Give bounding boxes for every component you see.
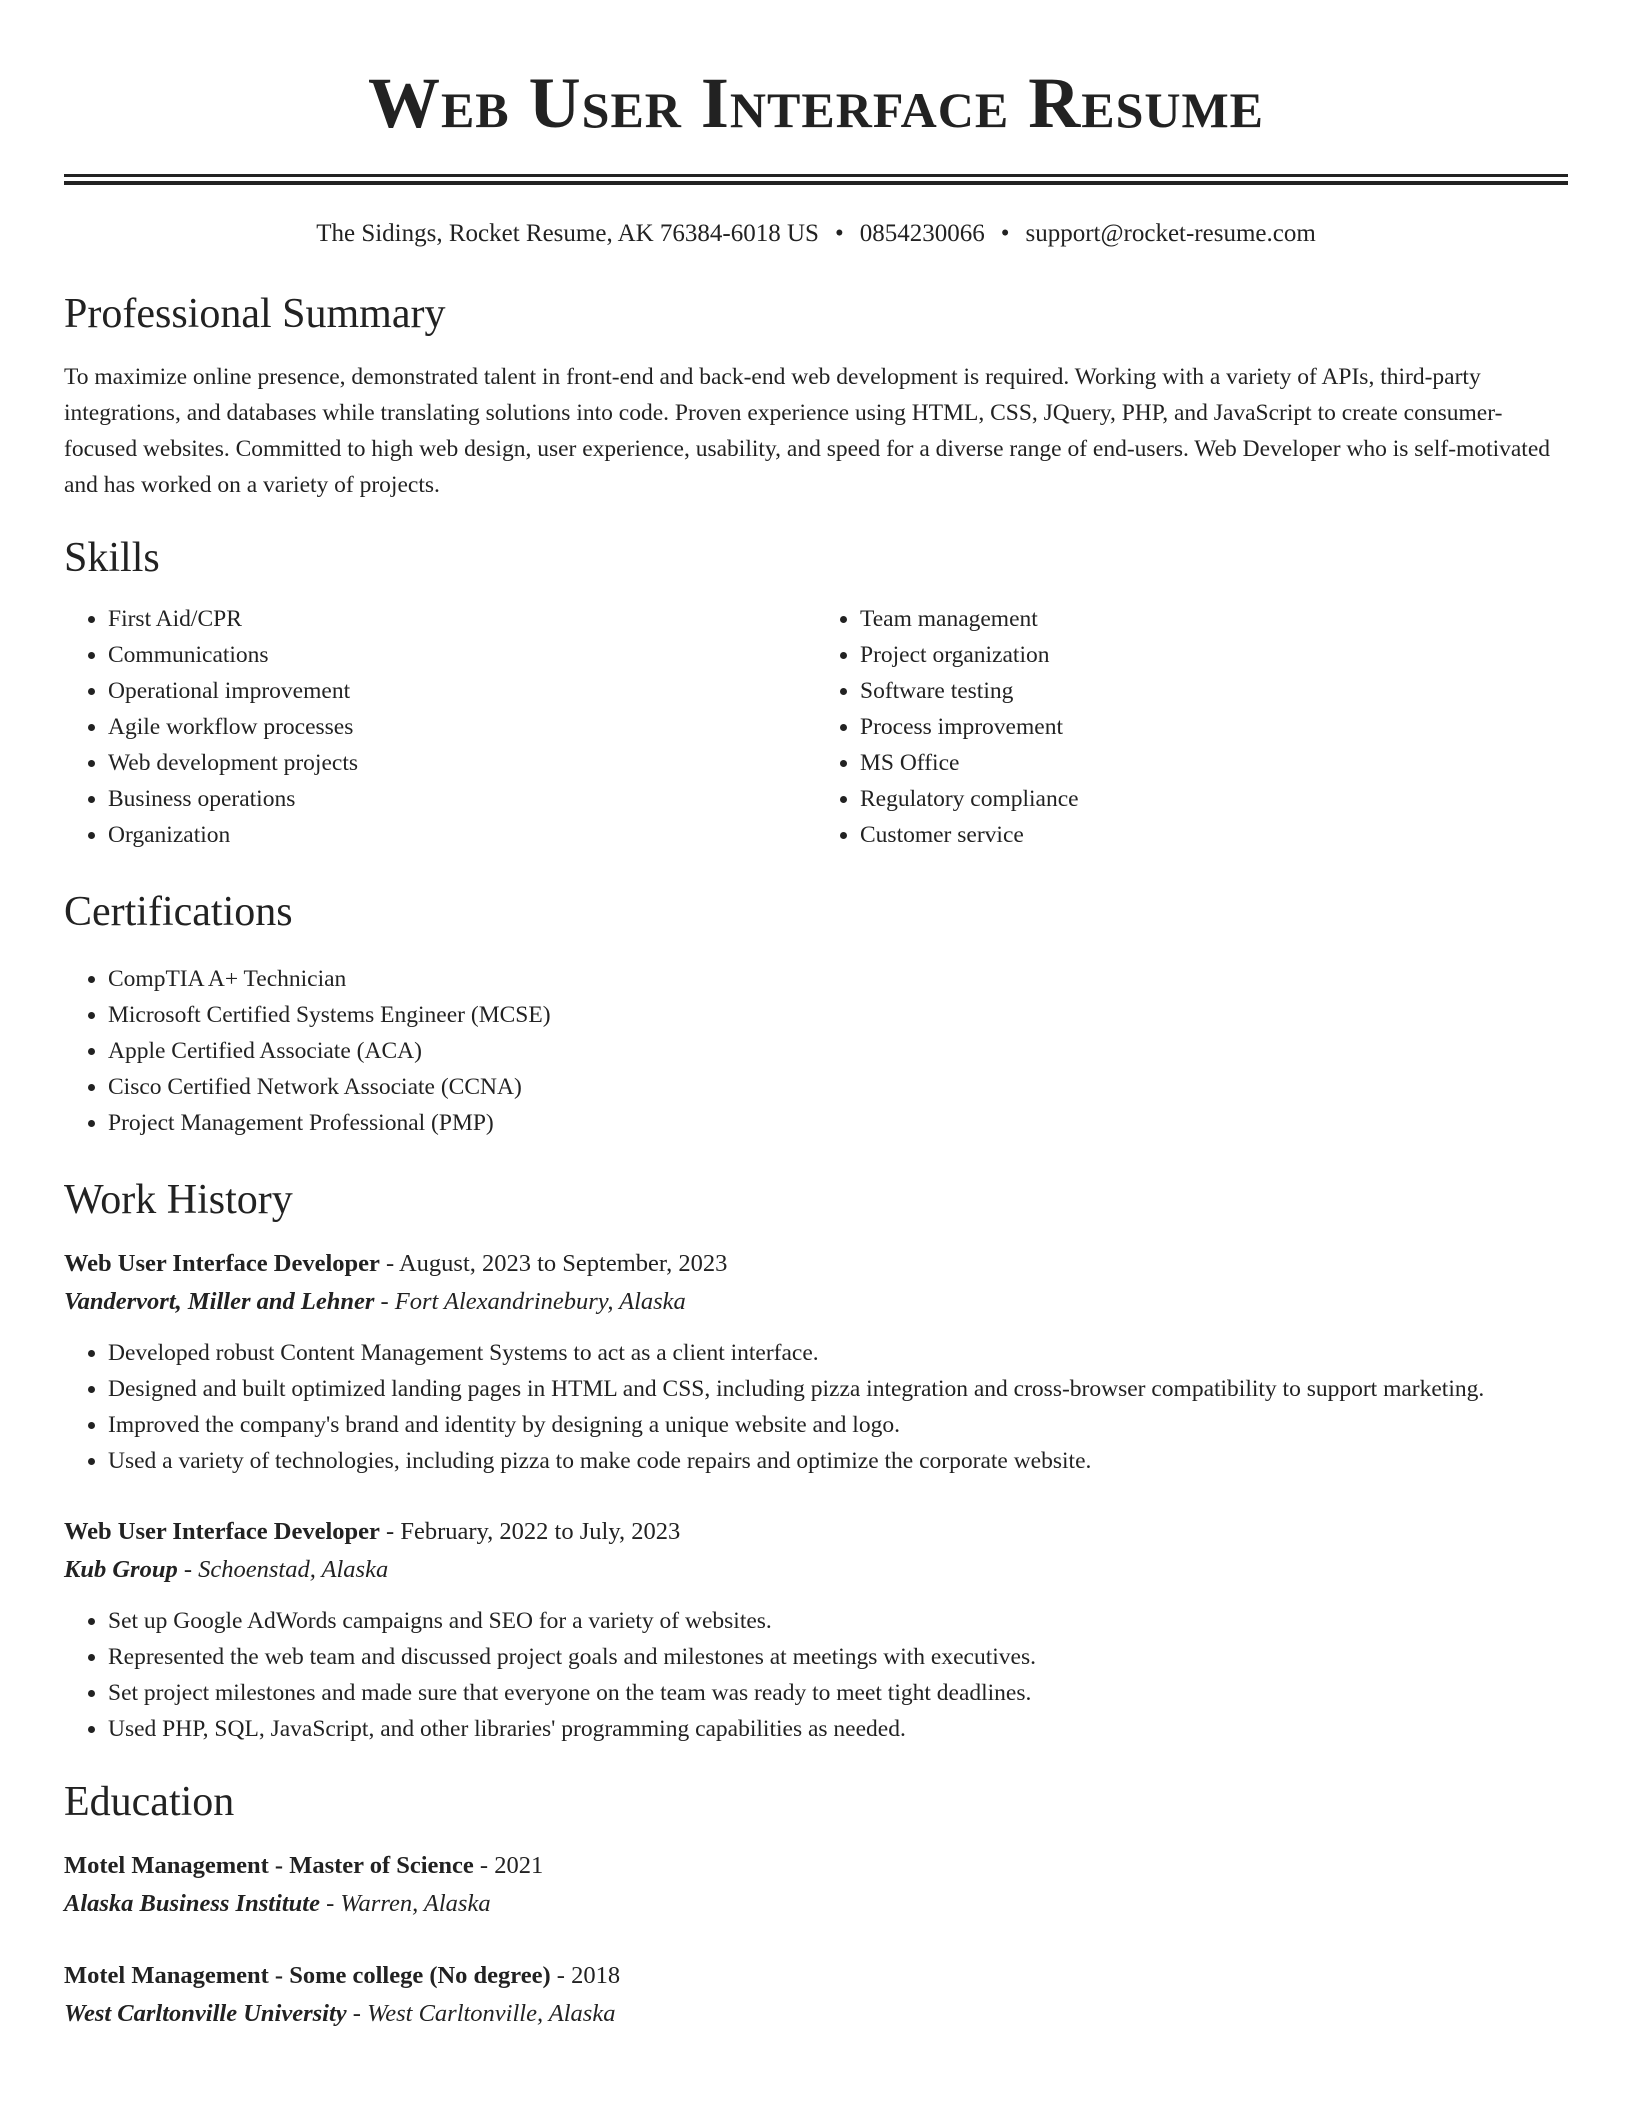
education-degree: Motel Management - Some college (No degree) <box>64 1962 551 1989</box>
education-section <box>64 1777 1568 2033</box>
job-entry <box>64 1513 1568 1747</box>
education-school-line <box>64 1995 1568 2033</box>
job-company: Kub Group <box>64 1556 178 1583</box>
certifications-section <box>64 887 1568 1141</box>
skills-list-left <box>64 601 816 853</box>
skill-item: • Business operations <box>108 781 816 817</box>
job-bullet: • Set up Google AdWords campaigns and SEO for a variety of websites. <box>108 1603 1568 1639</box>
contact-email: support@rocket-resume.com <box>1025 220 1316 247</box>
certification-item: • Apple Certified Associate (ACA) <box>108 1033 1568 1069</box>
skills-columns <box>64 601 1568 853</box>
certifications-list <box>64 961 1568 1141</box>
skill-item: • Software testing <box>860 673 1568 709</box>
education-location: - West Carltonville, Alaska <box>346 2000 616 2027</box>
education-entry <box>64 1847 1568 1923</box>
job-bullet: • Improved the company's brand and identity by designing a unique website and logo. <box>108 1407 1568 1443</box>
education-year: - 2021 <box>473 1852 544 1879</box>
job-dates: - February, 2022 to July, 2023 <box>379 1518 681 1545</box>
job-bullets <box>64 1335 1568 1479</box>
education-degree-line <box>64 1957 1568 1995</box>
title-double-rule <box>64 174 1568 185</box>
skill-item: • MS Office <box>860 745 1568 781</box>
certification-item: • CompTIA A+ Technician <box>108 961 1568 997</box>
job-location: - Schoenstad, Alaska <box>177 1556 389 1583</box>
education-location: - Warren, Alaska <box>319 1890 491 1917</box>
education-heading: Education <box>64 1779 235 1825</box>
skill-item: • First Aid/CPR <box>108 601 816 637</box>
summary-heading: Professional Summary <box>64 291 446 337</box>
job-company-line <box>64 1283 1568 1321</box>
skill-item: • Process improvement <box>860 709 1568 745</box>
job-company-line <box>64 1551 1568 1589</box>
job-bullet: • Used PHP, SQL, JavaScript, and other libraries' programming capabilities as needed. <box>108 1711 1568 1747</box>
skill-item: • Organization <box>108 817 816 853</box>
skill-item: • Web development projects <box>108 745 816 781</box>
contact-address: The Sidings, Rocket Resume, AK 76384-6018 US <box>316 220 819 247</box>
job-bullet: • Developed robust Content Management Systems to act as a client interface. <box>108 1335 1568 1371</box>
job-title-line <box>64 1513 1568 1551</box>
skill-item: • Agile workflow processes <box>108 709 816 745</box>
education-school: Alaska Business Institute <box>64 1890 320 1917</box>
job-entry <box>64 1245 1568 1479</box>
job-bullets <box>64 1603 1568 1747</box>
contact-phone: 0854230066 <box>859 220 985 247</box>
job-title: Web User Interface Developer <box>64 1250 380 1277</box>
job-bullet: • Represented the web team and discussed project goals and milestones at meetings with executives. <box>108 1639 1568 1675</box>
resume-title: Web User Interface Resume <box>367 63 1265 143</box>
skill-item: • Team management <box>860 601 1568 637</box>
certifications-heading: Certifications <box>64 889 293 935</box>
job-bullet: • Used a variety of technologies, including pizza to make code repairs and optimize the corporate website. <box>108 1443 1568 1479</box>
skill-item: • Customer service <box>860 817 1568 853</box>
education-degree-line <box>64 1847 1568 1885</box>
contact-separator: • <box>834 220 844 247</box>
skill-item: • Regulatory compliance <box>860 781 1568 817</box>
certification-item: • Cisco Certified Network Associate (CCNA) <box>108 1069 1568 1105</box>
summary-section <box>64 289 1568 503</box>
contact-line <box>64 219 1568 249</box>
job-title: Web User Interface Developer <box>64 1518 380 1545</box>
education-degree: Motel Management - Master of Science <box>64 1852 474 1879</box>
skills-list-right <box>816 601 1568 853</box>
job-location: - Fort Alexandrinebury, Alaska <box>374 1288 686 1315</box>
work-history-heading: Work History <box>64 1177 293 1223</box>
job-title-line <box>64 1245 1568 1283</box>
job-bullet: • Set project milestones and made sure that everyone on the team was ready to meet tight deadlines. <box>108 1675 1568 1711</box>
job-dates: - August, 2023 to September, 2023 <box>379 1250 728 1277</box>
certification-item: • Microsoft Certified Systems Engineer (MCSE) <box>108 997 1568 1033</box>
skills-section <box>64 533 1568 853</box>
skills-heading: Skills <box>64 535 160 581</box>
skill-item: • Operational improvement <box>108 673 816 709</box>
work-history-section <box>64 1175 1568 1747</box>
job-company: Vandervort, Miller and Lehner <box>64 1288 375 1315</box>
education-school-line <box>64 1885 1568 1923</box>
contact-separator: • <box>1000 220 1010 247</box>
certification-item: • Project Management Professional (PMP) <box>108 1105 1568 1141</box>
education-year: - 2018 <box>550 1962 621 1989</box>
job-bullet: • Designed and built optimized landing pages in HTML and CSS, including pizza integration and cross-browser compatibility to support marketing. <box>108 1371 1568 1407</box>
skill-item: • Project organization <box>860 637 1568 673</box>
education-entry <box>64 1957 1568 2033</box>
summary-text: To maximize online presence, demonstrated talent in front-end and back-end web development is required. Working with a variety of APIs, third-party integrations, and databases while translating solutions into code. Proven experience using HTML, CSS, JQuery, PHP, and JavaScript to create consumer-focused websites. Committed to high web design, user experience, usability, and speed for a diverse range of end-users. Web Developer who is self-motivated and has worked on a variety of projects. <box>64 364 1551 498</box>
skill-item: • Communications <box>108 637 816 673</box>
education-school: West Carltonville University <box>64 2000 347 2027</box>
